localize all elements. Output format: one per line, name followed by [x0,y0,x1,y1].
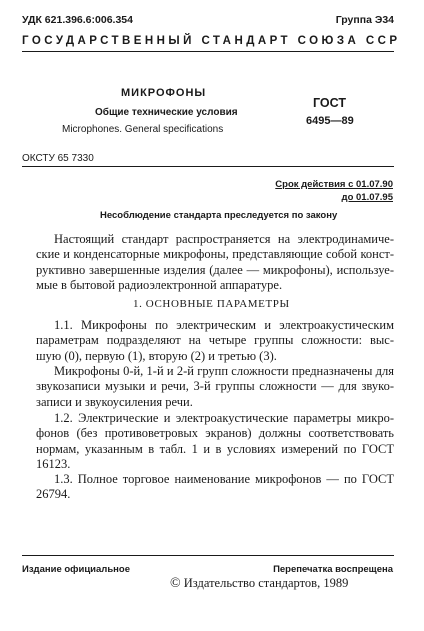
intro-line: руктивно завершенные изделия (далее — микрофоны), используе- [36,262,394,277]
paragraph-line: 26794. [36,487,71,502]
paragraph-line: 1.2. Электрические и электроакустические параметры микро- [54,411,394,425]
subtitle-ru: Общие технические условия [95,107,238,118]
intro-line: ские и конденсаторные микрофоны, представляющие собой конст- [36,247,394,262]
paragraph-line: параметрам подразделяют на четыре группы сложности: выс- [36,333,394,348]
paragraph-1-2 [36,411,394,472]
paragraph-line: записи и звукоусиления речи. [36,394,193,409]
group-code: Группа Э34 [335,14,394,26]
paragraph-1-1 [36,318,394,364]
validity-to: до 01.07.95 [341,192,393,203]
document-title: МИКРОФОНЫ [121,87,207,99]
footer-rule [22,555,394,556]
paragraph-line: шую (0), первую (1), вторую (2) и третью (3). [36,348,277,363]
section-title: 1. ОСНОВНЫЕ ПАРАМЕТРЫ [133,298,290,310]
intro-line: Настоящий стандарт распространяется на электродинамиче- [54,232,394,246]
state-standard-banner: ГОСУДАРСТВЕННЫЙ СТАНДАРТ СОЮЗА ССР [22,35,401,47]
validity-from: Срок действия с 01.07.90 [275,179,393,190]
paragraph-line: звукозаписи музыки и речи, 3-й группы сложности — для звуко- [36,379,394,394]
paragraph-line: 1.3. Полное торговое наименование микрофонов — по ГОСТ [54,472,394,486]
paragraph-line: фонов (без противоветровых экранов) должны соответствовать [36,426,394,441]
copyright-icon: © [170,576,181,591]
paragraph-1-1-groups [36,364,394,410]
paragraph-line: 16123. [36,456,71,471]
udk-code: УДК 621.396.6:006.354 [22,14,133,26]
intro-paragraph [36,232,394,293]
intro-line: мые в бытовой радиоэлектронной аппаратуре. [36,277,283,292]
paragraph-line: 1.1. Микрофоны по электрическим и электроакустическим [54,318,394,332]
header-rule [22,51,394,52]
gost-label: ГОСТ [313,96,346,110]
okstu-code: ОКСТУ 65 7330 [22,153,94,164]
official-edition: Издание официальное [22,564,130,575]
publisher-name: Издательство стандартов, 1989 [183,576,349,590]
paragraph-line: нормам, указанным в табл. 1 и в условиях измерений по ГОСТ [36,441,394,456]
subtitle-en: Microphones. General specifications [62,124,224,135]
law-notice: Несоблюдение стандарта преследуется по закону [100,210,338,221]
gost-number: 6495—89 [306,115,354,127]
okstu-rule [22,166,394,167]
paragraph-line: Микрофоны 0-й, 1-й и 2-й групп сложности предназначены для [54,364,394,378]
reprint-notice: Перепечатка воспрещена [273,564,393,575]
publisher-line [170,576,348,592]
paragraph-1-3 [36,472,394,503]
